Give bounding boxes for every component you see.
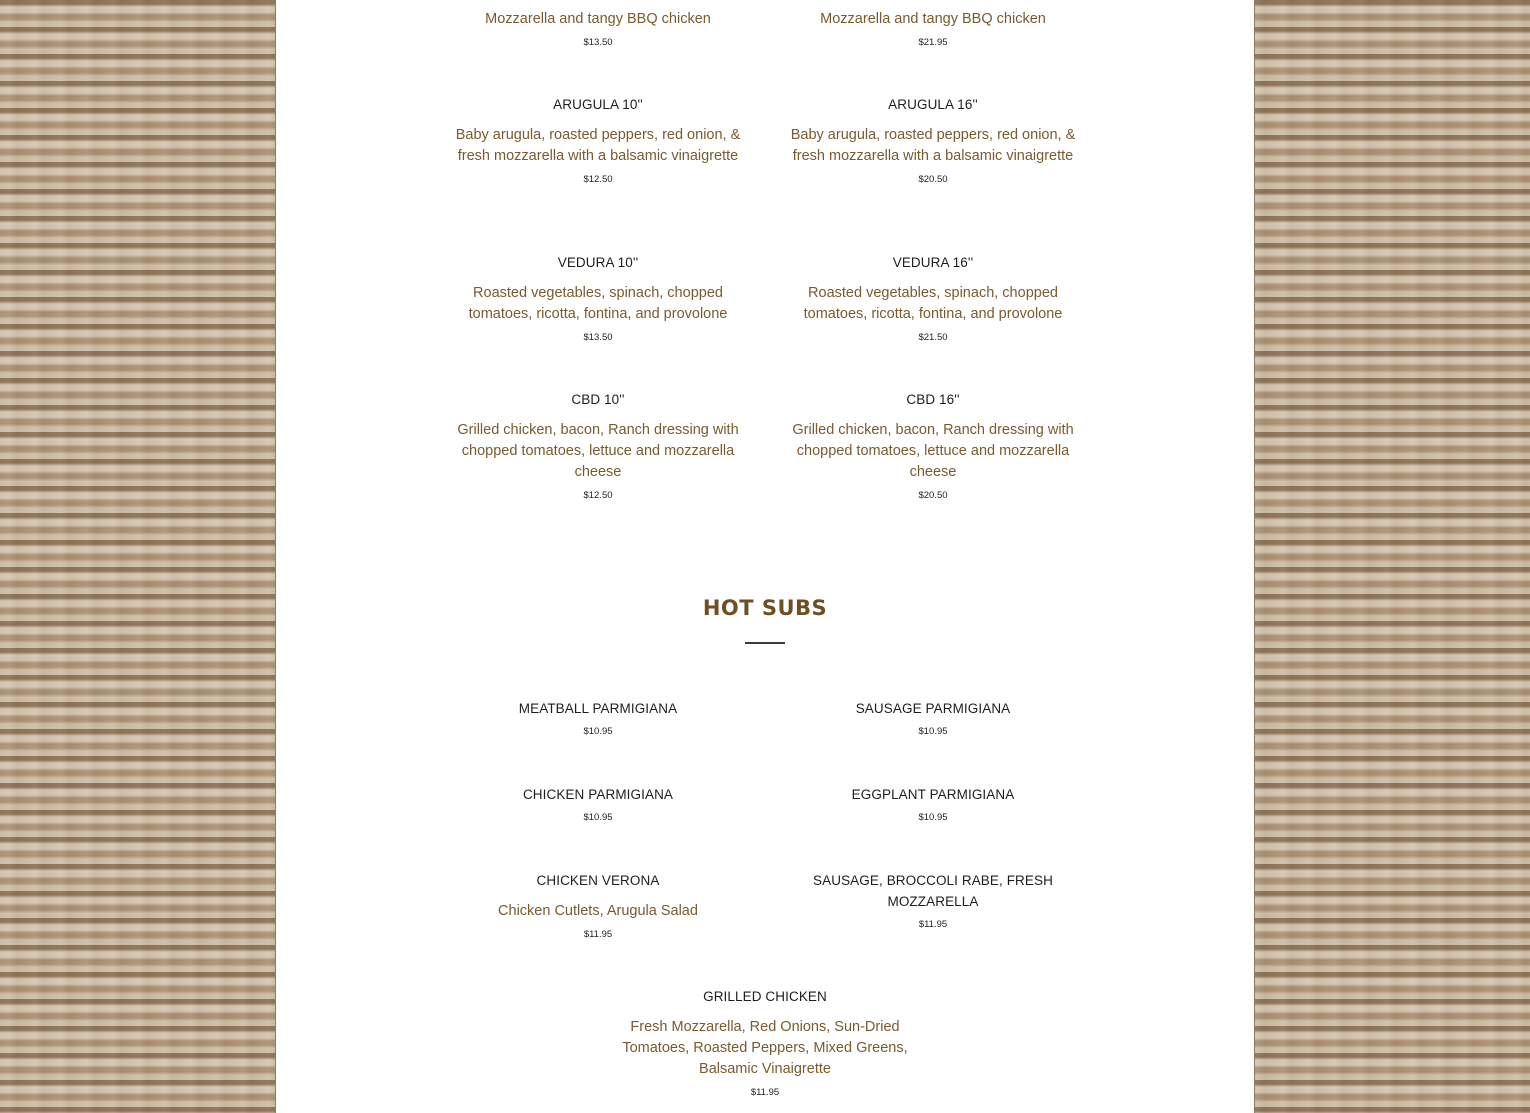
item-name: VEDURA 16'' <box>892 255 974 270</box>
item-description: Baby arugula, roasted peppers, red onion, & fresh mozzarella with a balsamic vinaigrette <box>455 127 741 164</box>
item-price: $21.50 <box>918 332 948 343</box>
menu-item-eggplant-parmigiana <box>788 784 1078 825</box>
menu-item-meatball-parmigiana <box>453 698 743 739</box>
item-price: $10.95 <box>583 726 613 737</box>
item-description: Mozzarella and tangy BBQ chicken <box>485 11 711 27</box>
menu-item-vedura-10 <box>453 252 743 345</box>
item-price: $20.50 <box>918 490 948 501</box>
section-title-hot-subs: HOT SUBS <box>702 596 828 620</box>
item-name: GRILLED CHICKEN <box>703 989 827 1004</box>
item-name: ARUGULA 10'' <box>553 97 643 112</box>
menu-panel <box>275 0 1255 1113</box>
item-name: SAUSAGE PARMIGIANA <box>855 701 1011 716</box>
item-price: $11.95 <box>918 919 948 930</box>
menu-item-grilled-chicken <box>620 986 910 1100</box>
item-name: CBD 10'' <box>571 392 625 407</box>
item-price: $21.95 <box>918 37 948 48</box>
item-description: Roasted vegetables, spinach, chopped tomatoes, ricotta, fontina, and provolone <box>803 285 1063 322</box>
item-description: Fresh Mozzarella, Red Onions, Sun-Dried Tomatoes, Roasted Peppers, Mixed Greens, Balsamic Vinaigrette <box>622 1019 908 1077</box>
menu-item-chicken-verona <box>453 870 743 942</box>
item-name: MEATBALL PARMIGIANA <box>518 701 678 716</box>
menu-item-arugula-10 <box>453 94 743 187</box>
menu-item-vedura-16 <box>788 252 1078 345</box>
item-name: SAUSAGE, BROCCOLI RABE, FRESH MOZZARELLA <box>813 873 1053 909</box>
item-price: $10.95 <box>583 812 613 823</box>
item-price: $13.50 <box>583 37 613 48</box>
menu-item-arugula-16 <box>788 94 1078 187</box>
menu-item-bbq-10 <box>453 9 743 50</box>
item-description: Grilled chicken, bacon, Ranch dressing with chopped tomatoes, lettuce and mozzarella cheese <box>792 422 1074 480</box>
item-name: CHICKEN VERONA <box>536 873 660 888</box>
item-description: Mozzarella and tangy BBQ chicken <box>820 11 1046 27</box>
item-price: $10.95 <box>918 726 948 737</box>
menu-item-sausage-broccoli-rabe <box>808 870 1058 932</box>
item-price: $13.50 <box>583 332 613 343</box>
item-description: Chicken Cutlets, Arugula Salad <box>498 903 698 919</box>
menu-item-sausage-parmigiana <box>788 698 1078 739</box>
item-price: $10.95 <box>918 812 948 823</box>
item-name: VEDURA 10'' <box>557 255 639 270</box>
item-price: $12.50 <box>583 490 613 501</box>
item-description: Roasted vegetables, spinach, chopped tomatoes, ricotta, fontina, and provolone <box>468 285 728 322</box>
item-name: CBD 16'' <box>906 392 960 407</box>
item-description: Baby arugula, roasted peppers, red onion, & fresh mozzarella with a balsamic vinaigrette <box>790 127 1076 164</box>
section-divider <box>745 642 785 644</box>
menu-item-cbd-16 <box>788 389 1078 503</box>
menu-item-chicken-parmigiana <box>453 784 743 825</box>
item-price: $20.50 <box>918 174 948 185</box>
item-name: ARUGULA 16'' <box>888 97 978 112</box>
item-price: $12.50 <box>583 174 613 185</box>
item-price: $11.95 <box>750 1087 780 1098</box>
item-name: CHICKEN PARMIGIANA <box>522 787 674 802</box>
item-description: Grilled chicken, bacon, Ranch dressing with chopped tomatoes, lettuce and mozzarella cheese <box>457 422 739 480</box>
menu-item-bbq-16 <box>788 9 1078 50</box>
item-price: $11.95 <box>583 929 613 940</box>
item-name: EGGPLANT PARMIGIANA <box>851 787 1015 802</box>
menu-item-cbd-10 <box>453 389 743 503</box>
